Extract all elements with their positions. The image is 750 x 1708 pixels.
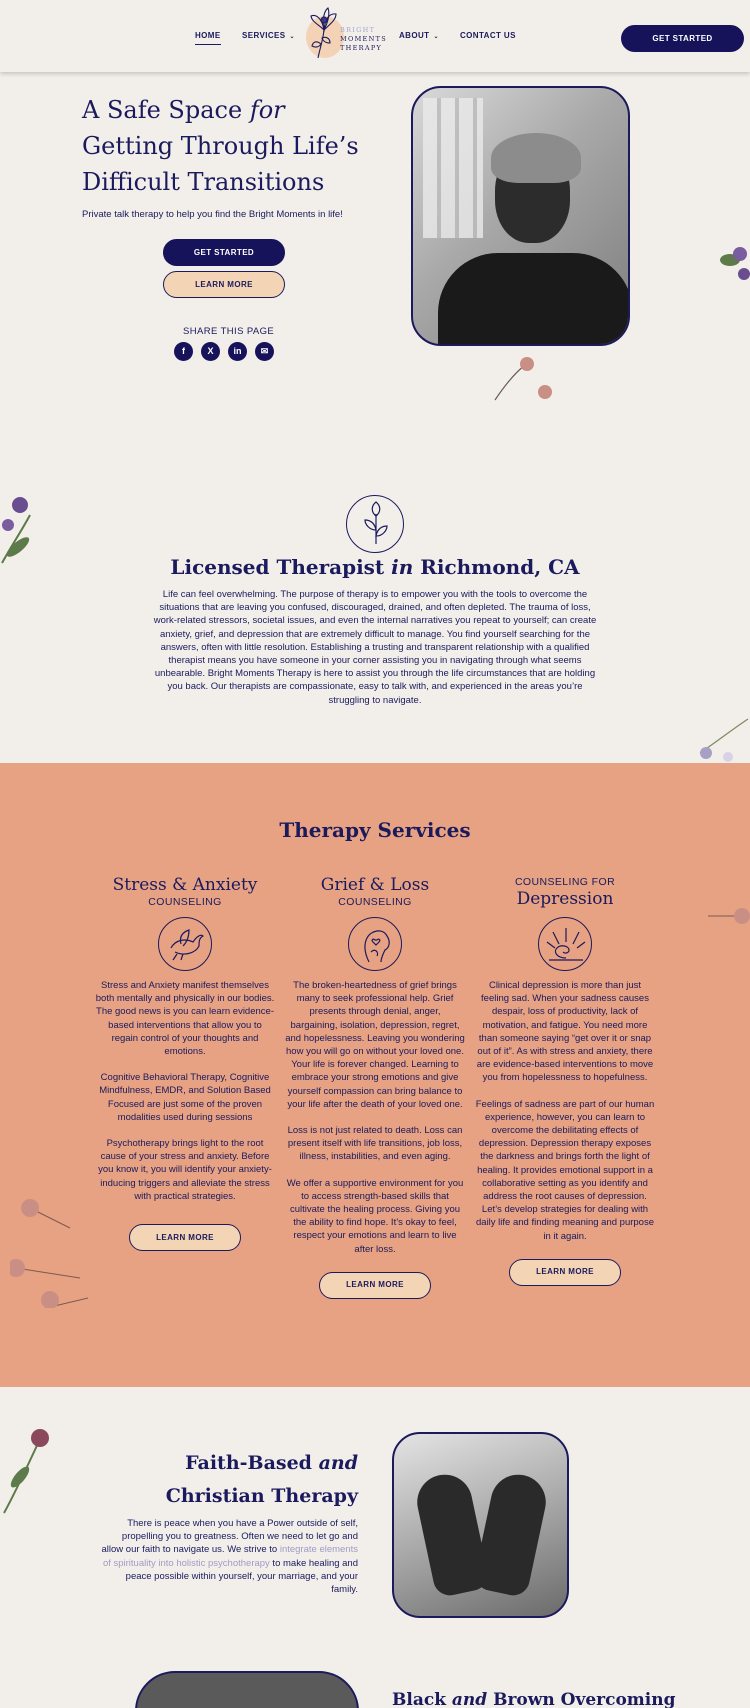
faith-title-pre: Faith-Based [185, 1452, 319, 1474]
hero-subtitle: Private talk therapy to help you find the Bright Moments in life! [82, 209, 343, 220]
service-body [475, 979, 655, 1243]
therapy-services-section [0, 763, 750, 1387]
purple-flower-decoration-icon [0, 485, 46, 565]
nav-home[interactable]: HOME [195, 31, 221, 40]
licensed-title-pre: Licensed Therapist [170, 555, 392, 579]
nav-services-label: SERVICES [242, 31, 286, 40]
logo-line-3: THERAPY [340, 44, 383, 52]
dried-flower-decoration-icon [10, 1188, 90, 1308]
service-paragraph: Feelings of sadness are part of our human experience, however, you can learn to overcome the debilitating effects of depression. Depression therapy exposes the darkness and brings forth the light of healing. It provides emotional support in a collaborative setting as you identify and address the root causes of depression. Let’s develop strategies for dealing with daily life and finding meaning and purpose in it again. [475, 1098, 655, 1242]
faith-body-post: to make healing and peace possible within yourself, your marriage, and your family. [125, 1557, 358, 1596]
faith-title-post: Christian Therapy [165, 1485, 358, 1507]
hero-title-pre: A Safe Space [82, 96, 250, 124]
service-paragraph: Loss is not just related to death. Loss can present itself with life transitions, job loss, illness, instabilities, and even aging. [287, 1125, 463, 1163]
dried-flower-decoration-icon [708, 901, 750, 931]
service-body [285, 979, 465, 1256]
service-paragraph: Psychotherapy brings light to the root cause of your stress and anxiety. Before you know it, you will identify your anxiety-inducing triggers and alleviate the stress with practical strategies. [98, 1138, 272, 1202]
faith-title [100, 1447, 358, 1513]
flower-logo-icon [304, 6, 344, 62]
hero-title [82, 92, 382, 200]
service-column-stress [95, 875, 275, 1251]
service-heading: Depression [516, 889, 614, 909]
photo-background-building [423, 98, 483, 238]
faith-photo [392, 1432, 569, 1618]
service-heading: Stress & Anxiety [112, 875, 258, 895]
sunrise-icon [538, 917, 592, 971]
service-subheading: COUNSELING [148, 896, 222, 908]
nav-contact[interactable]: CONTACT US [460, 31, 516, 40]
nav-about[interactable] [399, 31, 439, 40]
email-share-icon[interactable]: ✉ [255, 342, 274, 361]
bird-line-icon [159, 918, 213, 972]
rose-decoration-icon [0, 1425, 56, 1515]
faith-title-em: and [318, 1452, 358, 1474]
licensed-title-post: Richmond, CA [413, 555, 580, 579]
chevron-down-icon: ⌄ [289, 34, 295, 40]
head-line-icon [349, 918, 403, 972]
service-subheading: COUNSELING [338, 896, 412, 908]
service-column-depression [475, 875, 655, 1286]
black-brown-title-pre: Black [392, 1690, 452, 1708]
site-logo[interactable] [302, 6, 392, 64]
service-body [95, 979, 275, 1203]
logo-wordmark [340, 26, 387, 53]
black-brown-title-post: Brown Overcoming [487, 1690, 676, 1708]
head-heart-icon [348, 917, 402, 971]
service-paragraph: Clinical depression is more than just feeling sad. When your sadness causes despair, loss of productivity, lack of motivation, and fatigue. You need more than someone saying “get over it or snap out of it”. As with stress and anxiety, there are evidence-based interventions to move you from hopelessness to hopefulness. [476, 980, 654, 1084]
linkedin-share-icon[interactable]: in [228, 342, 247, 361]
hero-photo [411, 86, 630, 346]
share-label: SHARE THIS PAGE [183, 326, 275, 337]
service-subheading: COUNSELING FOR [514, 876, 616, 888]
sun-spiral-line-icon [539, 918, 593, 972]
logo-line-1: BRIGHT [340, 26, 376, 34]
nav-about-label: ABOUT [399, 31, 430, 40]
hero-get-started-button[interactable]: GET STARTED [163, 239, 285, 266]
hero-learn-more-button[interactable]: LEARN MORE [163, 271, 285, 298]
service-heading: Grief & Loss [320, 875, 430, 895]
faith-body-pre: There is peace when you have a Power outside of self, propelling you to greatness. Often we need to let go and allow our faith to navigate us. We strive to [101, 1518, 358, 1556]
service-paragraph: We offer a supportive environment for you to access strength-based skills that cultivate the healing process. Giving you the ability to find hope. It’s okay to feel, respect your emotions and learn to live after loss. [286, 1177, 464, 1255]
faith-body [100, 1517, 358, 1596]
nav-services[interactable] [242, 31, 295, 40]
site-header [0, 0, 750, 72]
service-paragraph: Cognitive Behavioral Therapy, Cognitive Mindfulness, EMDR, and Solution Based Focused are just some of the proven modalities used during sessions [99, 1072, 271, 1123]
plant-icon [346, 495, 404, 553]
stress-learn-more-button[interactable]: LEARN MORE [129, 1224, 241, 1251]
hero-title-em: for [249, 96, 285, 124]
logo-line-2: MOMENTS [340, 35, 387, 43]
black-brown-title-em: and [451, 1690, 488, 1708]
holistic-psychotherapy-link[interactable]: integrate elements of spirituality into holistic psychotherapy [102, 1544, 358, 1569]
bird-icon [158, 917, 212, 971]
photo-person-headwrap [491, 133, 581, 183]
hero-title-post: Getting Through Life’s Difficult Transitions [82, 132, 359, 196]
header-get-started-button[interactable]: GET STARTED [621, 25, 744, 52]
black-brown-photo [135, 1671, 359, 1708]
chevron-down-icon: ⌄ [433, 34, 439, 40]
x-share-icon[interactable]: X [201, 342, 220, 361]
licensed-title [0, 555, 750, 579]
facebook-share-icon[interactable]: f [174, 342, 193, 361]
wildflower-decoration-icon [690, 713, 750, 763]
photo-person-body [438, 253, 630, 346]
grief-learn-more-button[interactable]: LEARN MORE [319, 1272, 431, 1299]
dried-flower-decoration-icon [490, 355, 560, 405]
licensed-title-em: in [391, 555, 414, 579]
photo-right-hand [472, 1470, 551, 1599]
service-paragraph: Stress and Anxiety manifest themselves both mentally and physically in our bodies. The good news is you can learn evidence-based interventions that allow you to regain control of your thoughts and emotions. [95, 980, 275, 1058]
purple-flower-decoration-icon [718, 236, 750, 296]
sprout-icon [347, 496, 405, 554]
depression-learn-more-button[interactable]: LEARN MORE [509, 1259, 621, 1286]
licensed-body: Life can feel overwhelming. The purpose of therapy is to empower you with the tools to overcome the situations that are leaving you confused, discouraged, drained, and often depleted. The trauma of loss, work-related stressors, societal issues, and even the internal narratives you repeat to yourself; can create anxiety, grief, and depression that are extremely difficult to manage. You find yourself searching for the answers, often with little resolution. Establishing a trusting and transparent relationship with a qualified therapist means you have someone in your corner assisting you in navigating through what seems unbearable. Bright Moments Therapy is here to assist you through the life circumstances that are holding you back. Our therapists are compassionate, easy to talk with, and experienced in the areas you’re struggling to navigate. [153, 589, 597, 706]
service-paragraph: The broken-heartedness of grief brings many to seek professional help. Grief presents through denial, anger, bargaining, isolation, depression, regret, and hopelessness. Leaving you wondering how you will go on without your loved one. Your life is forever changed. Learning to embrace your strong emotions and give yourself compassion can bring balance to your life after the death of your loved one. [285, 980, 465, 1110]
black-brown-title [392, 1690, 676, 1708]
service-column-grief [285, 875, 465, 1299]
services-title: Therapy Services [279, 818, 471, 842]
